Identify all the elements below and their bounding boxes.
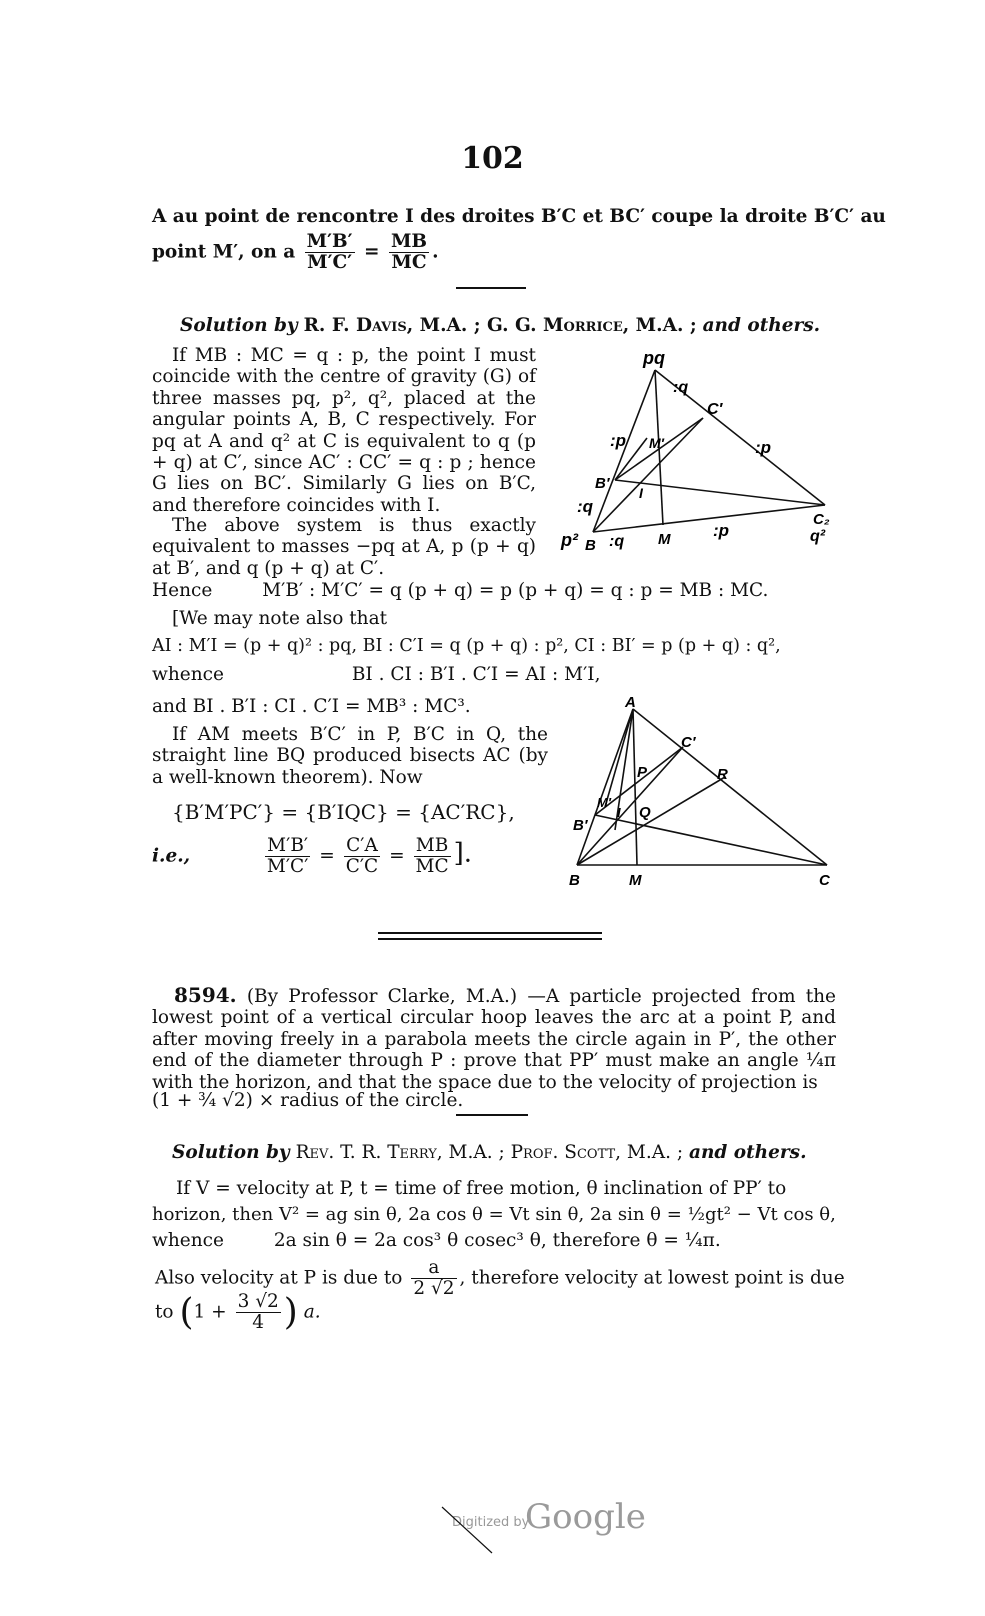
figure-1-triangle <box>555 340 845 560</box>
fig1-label-c2: C₂ <box>813 511 830 528</box>
watermark-small: Digitized by <box>452 1515 530 1530</box>
hence-line: Hence M′B′ : M′C′ = q (p + q) = p (p + q) = q : p = MB : MC. <box>152 580 769 601</box>
fig1-label-p-right: :p <box>755 438 772 457</box>
short-rule-1 <box>456 287 526 289</box>
fig1-label-mprime: M′ <box>649 435 665 451</box>
fig1-label-p-bottom: :p <box>713 521 730 540</box>
fig1-label-pq: pq <box>643 348 665 368</box>
fig1-label-q2: q² <box>810 528 826 545</box>
solution-2-line-3: whence 2a sin θ = 2a cos³ θ cosec³ θ, therefore θ = ¼π. <box>152 1230 721 1251</box>
fig1-label-p2: p² <box>561 530 578 550</box>
fig1-label-p-left: :p <box>610 431 627 450</box>
problem-8594-last: (1 + ¾ √2) × radius of the circle. <box>152 1090 464 1111</box>
solution-2-line-1: If V = velocity at P, t = time of free motion, θ inclination of PP′ to <box>176 1178 787 1199</box>
cross-ratio-line: {B′M′PC′} = {B′IQC} = {AC′RC}, <box>172 800 515 824</box>
short-rule-2 <box>456 1114 528 1116</box>
fig2-label-r: R <box>717 766 728 783</box>
solution-1-para-1: If MB : MC = q : p, the point I must coincide with the centre of gravity (G) of three masses pq, p², q², placed at the angular points A, B, C respectively. For pq at A and q² at C is equivalent to q (p + q) at C′, since AC′ : CC′ = q : p ; hence G lies on BC′. Similarly G lies on B′C, and therefore coincides with I. <box>152 345 536 516</box>
double-rule-top <box>378 932 602 934</box>
page-number: 102 <box>461 141 524 176</box>
ie-line: i.e., $\frac{M'B'}{M'C'}$ = $\frac{C'A}{C'C}$ = $\frac{MB}{MC}$ ]. <box>152 835 473 877</box>
solution-1-heading: Solution by R. F. Davis, M.A. ; G. G. Morrice, M.A. ; and others. <box>180 315 821 336</box>
and-line: and BI . B′I : CI . C′I = MB³ : MC³. <box>152 696 471 717</box>
intro-prefix: point M′, on a <box>152 241 296 263</box>
solution-2-line-5: to (1 + $\frac{3 √2}{4}$ ) a. <box>155 1291 321 1333</box>
intro-line-1: A au point de rencontre I des droites B′C et BC′ coupe la droite B′C′ au <box>152 206 886 227</box>
fig2-label-p: P <box>637 764 648 781</box>
fig1-label-bprime: B′ <box>595 475 610 492</box>
fig2-label-m: M <box>629 872 642 889</box>
intro-frac-1: $\frac{M'B'}{M'C'}$ <box>306 231 353 273</box>
watermark-brand: Google <box>525 1497 646 1537</box>
figure-2-triangle <box>565 695 850 890</box>
fig2-label-b: B <box>569 872 580 889</box>
fig2-label-bprime: B′ <box>573 817 588 834</box>
fig1-label-b: B <box>585 537 596 554</box>
fig1-label-m: M <box>658 531 671 548</box>
fig1-label-i: I <box>639 485 643 501</box>
intro-frac-2: $\frac{MB}{MC}$ <box>390 231 428 273</box>
fig2-label-c: C <box>819 872 830 889</box>
solution-2-heading: Solution by Rev. T. R. Terry, M.A. ; Prof. Scott, M.A. ; and others. <box>172 1142 807 1163</box>
fig2-label-a: A <box>625 695 636 711</box>
problem-8594: 8594. (By Professor Clarke, M.A.) —A particle projected from the lowest point of a vertical circular hoop leaves the arc at a point P, and after moving freely in a parabola meets the circle again in P′, the other end of the diameter through P : prove that PP′ must make an angle ¼π with the horizon, and that the space due to the velocity of projection is <box>152 983 836 1093</box>
watermark-stroke <box>440 1505 500 1555</box>
solution-2-line-2: horizon, then V² = ag sin θ, 2a cos θ = Vt sin θ, 2a sin θ = ½gt² − Vt cos θ, <box>152 1204 836 1225</box>
intro-line-2: point M′, on a $\frac{M'B'}{M'C'}$ = $\frac{MB}{MC}$ . <box>152 231 439 273</box>
google-watermark <box>440 1495 660 1555</box>
fig2-label-cprime: C′ <box>681 734 696 751</box>
fig2-label-i: I <box>617 805 621 820</box>
double-rule-bottom <box>378 938 602 940</box>
solution-2-line-4: Also velocity at P is due to $\frac{a}{2 √2}$ , therefore velocity at lowest point is due <box>155 1257 845 1299</box>
fig1-label-q-bottom: :q <box>609 533 625 550</box>
fig2-label-mprime: M′ <box>597 795 611 810</box>
whence-line: whence BI . CI : B′I . C′I = AI : M′I, <box>152 664 601 685</box>
fig1-label-cprime: C′ <box>707 401 723 418</box>
ratios-line: AI : M′I = (p + q)² : pq, BI : C′I = q (p + q) : p², CI : BI′ = p (p + q) : q², <box>152 636 781 656</box>
solution-1-para-2: The above system is thus exactly equivalent to masses −pq at A, p (p + q) at B′, and q (p + q) at C′. <box>152 515 536 579</box>
fig2-label-q: Q <box>639 804 651 821</box>
fig1-label-q-top: :q <box>673 379 689 396</box>
note-line: [We may note also that <box>172 608 388 629</box>
solution-1-para-3: If AM meets B′C′ in P, B′C in Q, the straight line BQ produced bisects AC (by a well-known theorem). Now <box>152 724 548 788</box>
fig1-label-q-left: :q <box>577 497 594 516</box>
